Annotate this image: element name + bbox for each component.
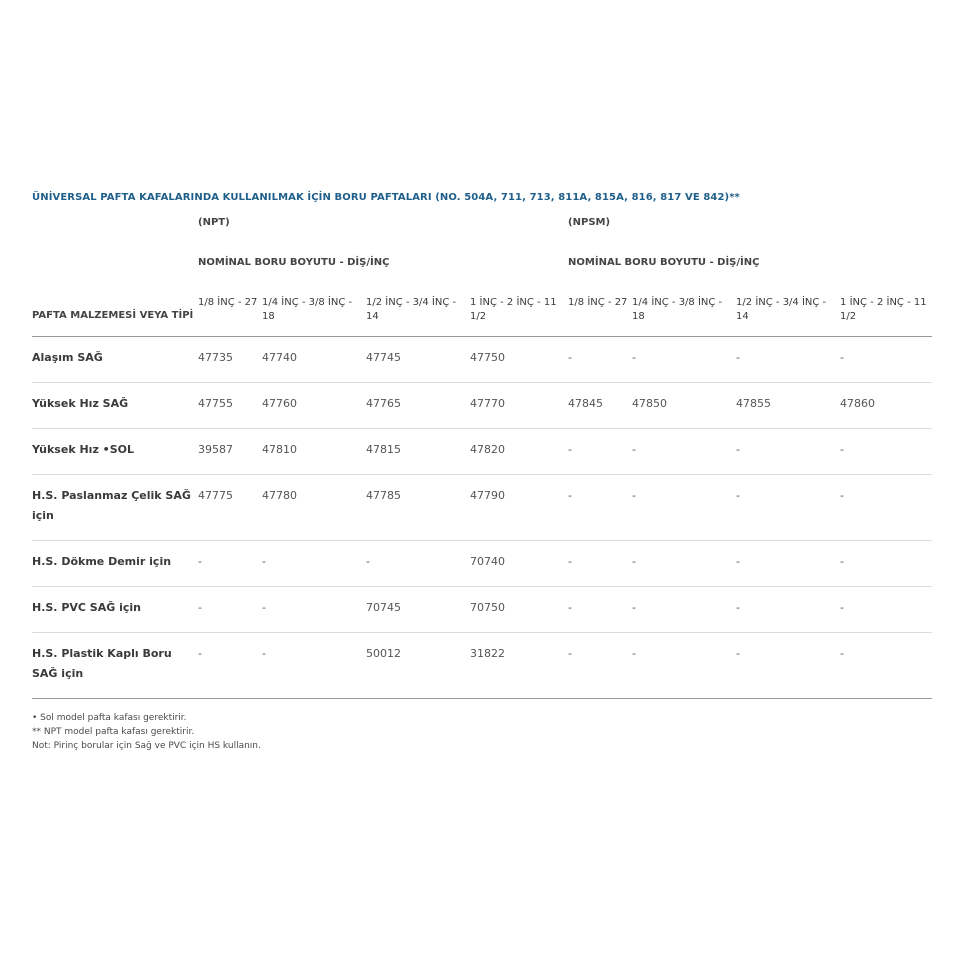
cell-value: 47745 <box>366 337 470 383</box>
npt-header: (NPT) <box>198 217 230 228</box>
cell-value: - <box>198 633 262 699</box>
cell-value: 47850 <box>632 383 736 429</box>
cell-value: - <box>568 475 632 541</box>
footnotes <box>32 711 932 753</box>
cell-value: - <box>568 633 632 699</box>
cell-value: 70750 <box>470 587 568 633</box>
cell-value: 47775 <box>198 475 262 541</box>
cell-value: - <box>262 633 366 699</box>
standard-header-row <box>32 217 932 257</box>
row-name: H.S. Dökme Demir için <box>32 541 198 587</box>
row-name: H.S. PVC SAĞ için <box>32 587 198 633</box>
size-header-npsm-4: 1 İNÇ - 2 İNÇ - 11 1/2 <box>840 295 932 337</box>
footnote-brass: Not: Pirinç borular için Sağ ve PVC için HS kullanın. <box>32 741 261 751</box>
row-name: Alaşım SAĞ <box>32 337 198 383</box>
cell-value: 47735 <box>198 337 262 383</box>
size-header-npt-4: 1 İNÇ - 2 İNÇ - 11 1/2 <box>470 295 568 337</box>
cell-value: - <box>840 475 932 541</box>
cell-value: - <box>262 587 366 633</box>
cell-value: 47815 <box>366 429 470 475</box>
cell-value: - <box>840 541 932 587</box>
cell-value: - <box>568 541 632 587</box>
nominal-size-header-npsm: NOMİNAL BORU BOYUTU - DİŞ/İNÇ <box>568 257 760 268</box>
cell-value: 47750 <box>470 337 568 383</box>
empty-header-cell <box>32 257 198 295</box>
size-header-npt-1: 1/8 İNÇ - 27 <box>198 295 262 337</box>
table-row <box>32 429 932 475</box>
cell-value: 70745 <box>366 587 470 633</box>
cell-value: 47860 <box>840 383 932 429</box>
row-name: H.S. Plastik Kaplı Boru SAĞ için <box>32 633 198 699</box>
cell-value: - <box>198 587 262 633</box>
cell-value: - <box>198 541 262 587</box>
content-area <box>32 192 932 753</box>
table-row <box>32 541 932 587</box>
cell-value: - <box>736 475 840 541</box>
nominal-size-header-npt: NOMİNAL BORU BOYUTU - DİŞ/İNÇ <box>198 257 390 268</box>
cell-value: 47765 <box>366 383 470 429</box>
nominal-header-row <box>32 257 932 295</box>
cell-value: - <box>840 587 932 633</box>
cell-value: 70740 <box>470 541 568 587</box>
cell-value: 39587 <box>198 429 262 475</box>
cell-value: 47855 <box>736 383 840 429</box>
table-row <box>32 475 932 541</box>
cell-value: - <box>366 541 470 587</box>
size-header-npsm-2: 1/4 İNÇ - 3/8 İNÇ - 18 <box>632 295 736 337</box>
cell-value: 47760 <box>262 383 366 429</box>
cell-value: - <box>568 587 632 633</box>
footnote-npt: ** NPT model pafta kafası gerektirir. <box>32 727 195 737</box>
material-type-header: PAFTA MALZEMESİ VEYA TİPİ <box>32 295 198 337</box>
cell-value: 47770 <box>470 383 568 429</box>
cell-value: - <box>632 337 736 383</box>
size-header-npt-2: 1/4 İNÇ - 3/8 İNÇ - 18 <box>262 295 366 337</box>
cell-value: - <box>840 429 932 475</box>
cell-value: 47740 <box>262 337 366 383</box>
table-row <box>32 633 932 699</box>
cell-value: 47755 <box>198 383 262 429</box>
table-title: ÜNİVERSAL PAFTA KAFALARINDA KULLANILMAK İÇİN BORU PAFTALARI (NO. 504A, 711, 713, 811A, 815A, 816, 817 VE 842)** <box>32 192 740 203</box>
size-header-row <box>32 295 932 337</box>
table-row <box>32 587 932 633</box>
cell-value: - <box>262 541 366 587</box>
size-header-npt-3: 1/2 İNÇ - 3/4 İNÇ - 14 <box>366 295 470 337</box>
thread-die-table <box>32 217 932 699</box>
cell-value: - <box>568 337 632 383</box>
row-name: H.S. Paslanmaz Çelik SAĞ için <box>32 475 198 541</box>
empty-header-cell <box>32 217 198 257</box>
cell-value: - <box>632 541 736 587</box>
cell-value: 47785 <box>366 475 470 541</box>
table-row <box>32 337 932 383</box>
cell-value: - <box>568 429 632 475</box>
cell-value: 47810 <box>262 429 366 475</box>
row-name: Yüksek Hız SAĞ <box>32 383 198 429</box>
cell-value: - <box>736 429 840 475</box>
row-name: Yüksek Hız •SOL <box>32 429 198 475</box>
cell-value: 47780 <box>262 475 366 541</box>
cell-value: 47820 <box>470 429 568 475</box>
footnote-sol: • Sol model pafta kafası gerektirir. <box>32 713 187 723</box>
size-header-npsm-1: 1/8 İNÇ - 27 <box>568 295 632 337</box>
npsm-header: (NPSM) <box>568 217 611 228</box>
cell-value: - <box>736 633 840 699</box>
cell-value: - <box>840 633 932 699</box>
cell-value: 31822 <box>470 633 568 699</box>
cell-value: - <box>840 337 932 383</box>
size-header-npsm-3: 1/2 İNÇ - 3/4 İNÇ - 14 <box>736 295 840 337</box>
cell-value: - <box>736 337 840 383</box>
cell-value: 47790 <box>470 475 568 541</box>
cell-value: - <box>632 429 736 475</box>
cell-value: - <box>736 541 840 587</box>
cell-value: 50012 <box>366 633 470 699</box>
cell-value: 47845 <box>568 383 632 429</box>
cell-value: - <box>736 587 840 633</box>
cell-value: - <box>632 475 736 541</box>
table-row <box>32 383 932 429</box>
cell-value: - <box>632 633 736 699</box>
cell-value: - <box>632 587 736 633</box>
